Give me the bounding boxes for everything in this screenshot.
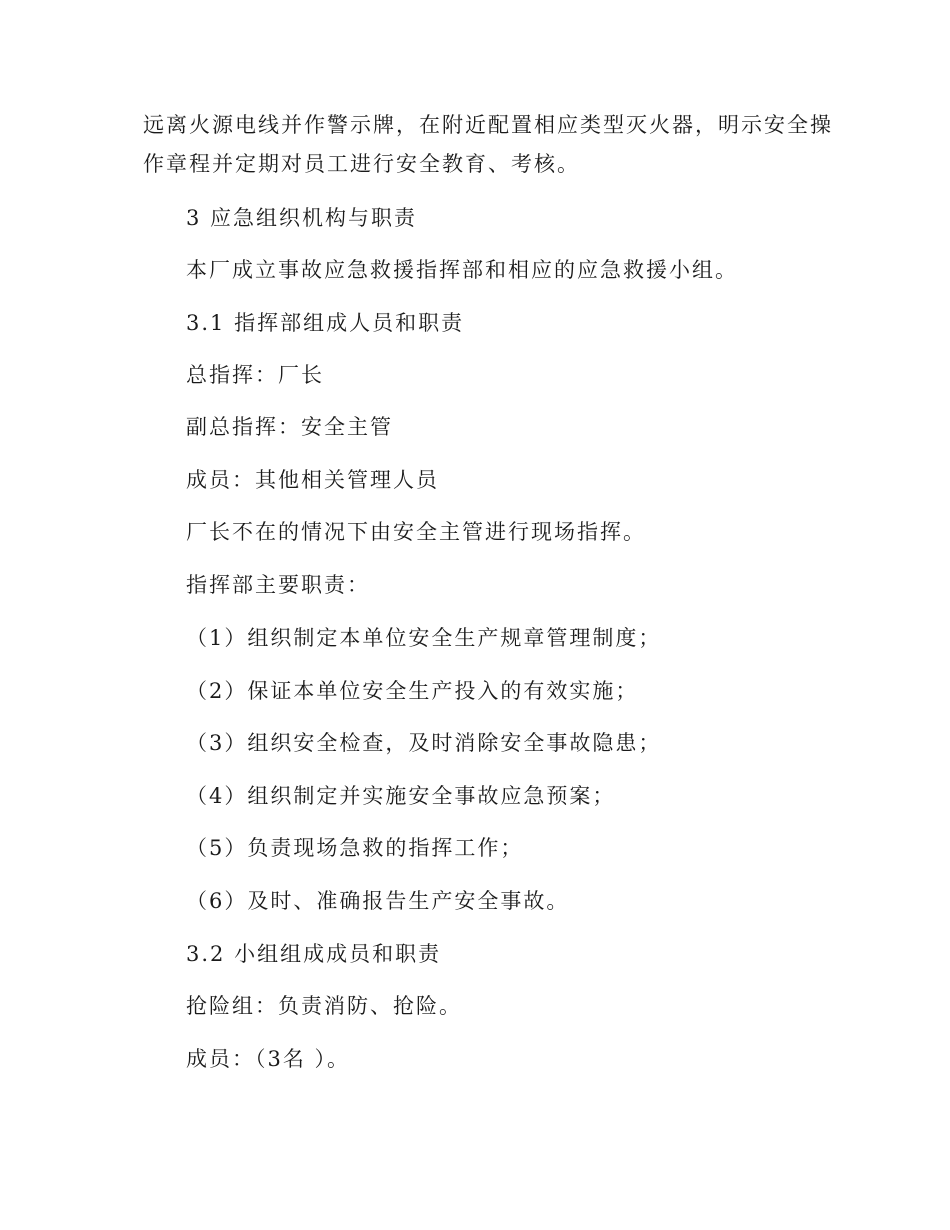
- paragraph-line: 作章程并定期对员工进行安全教育、考核。: [143, 152, 580, 176]
- duty-item: （1）组织制定本单位安全生产规章管理制度；: [186, 626, 662, 650]
- duty-item: （6）及时、准确报告生产安全事故。: [186, 889, 570, 913]
- duty-item: （4）组织制定并实施安全事故应急预案；: [186, 784, 616, 808]
- absence-note-line: 厂长不在的情况下由安全主管进行现场指挥。: [186, 520, 646, 544]
- subsection-heading: 3.1 指挥部组成人员和职责: [186, 311, 465, 335]
- duty-item: （5）负责现场急救的指挥工作；: [186, 836, 524, 860]
- rescue-members-line: 成员：（3名 ）。: [186, 1047, 351, 1071]
- members-line: 成员：其他相关管理人员: [186, 468, 439, 492]
- duty-item: （2）保证本单位安全生产投入的有效实施；: [186, 679, 639, 703]
- rescue-group-line: 抢险组：负责消防、抢险。: [186, 994, 462, 1018]
- commander-line: 总指挥：厂长: [186, 363, 324, 387]
- deputy-commander-line: 副总指挥：安全主管: [186, 415, 393, 439]
- section-heading: 3 应急组织机构与职责: [186, 206, 418, 230]
- paragraph-line: 远离火源电线并作警示牌，在附近配置相应类型灭火器，明示安全操: [143, 113, 833, 137]
- paragraph-line: 本厂成立事故应急救援指挥部和相应的应急救援小组。: [186, 258, 738, 282]
- subsection-heading: 3.2 小组组成成员和职责: [186, 942, 442, 966]
- duty-item: （3）组织安全检查，及时消除安全事故隐患；: [186, 731, 662, 755]
- duties-heading: 指挥部主要职责：: [186, 573, 370, 597]
